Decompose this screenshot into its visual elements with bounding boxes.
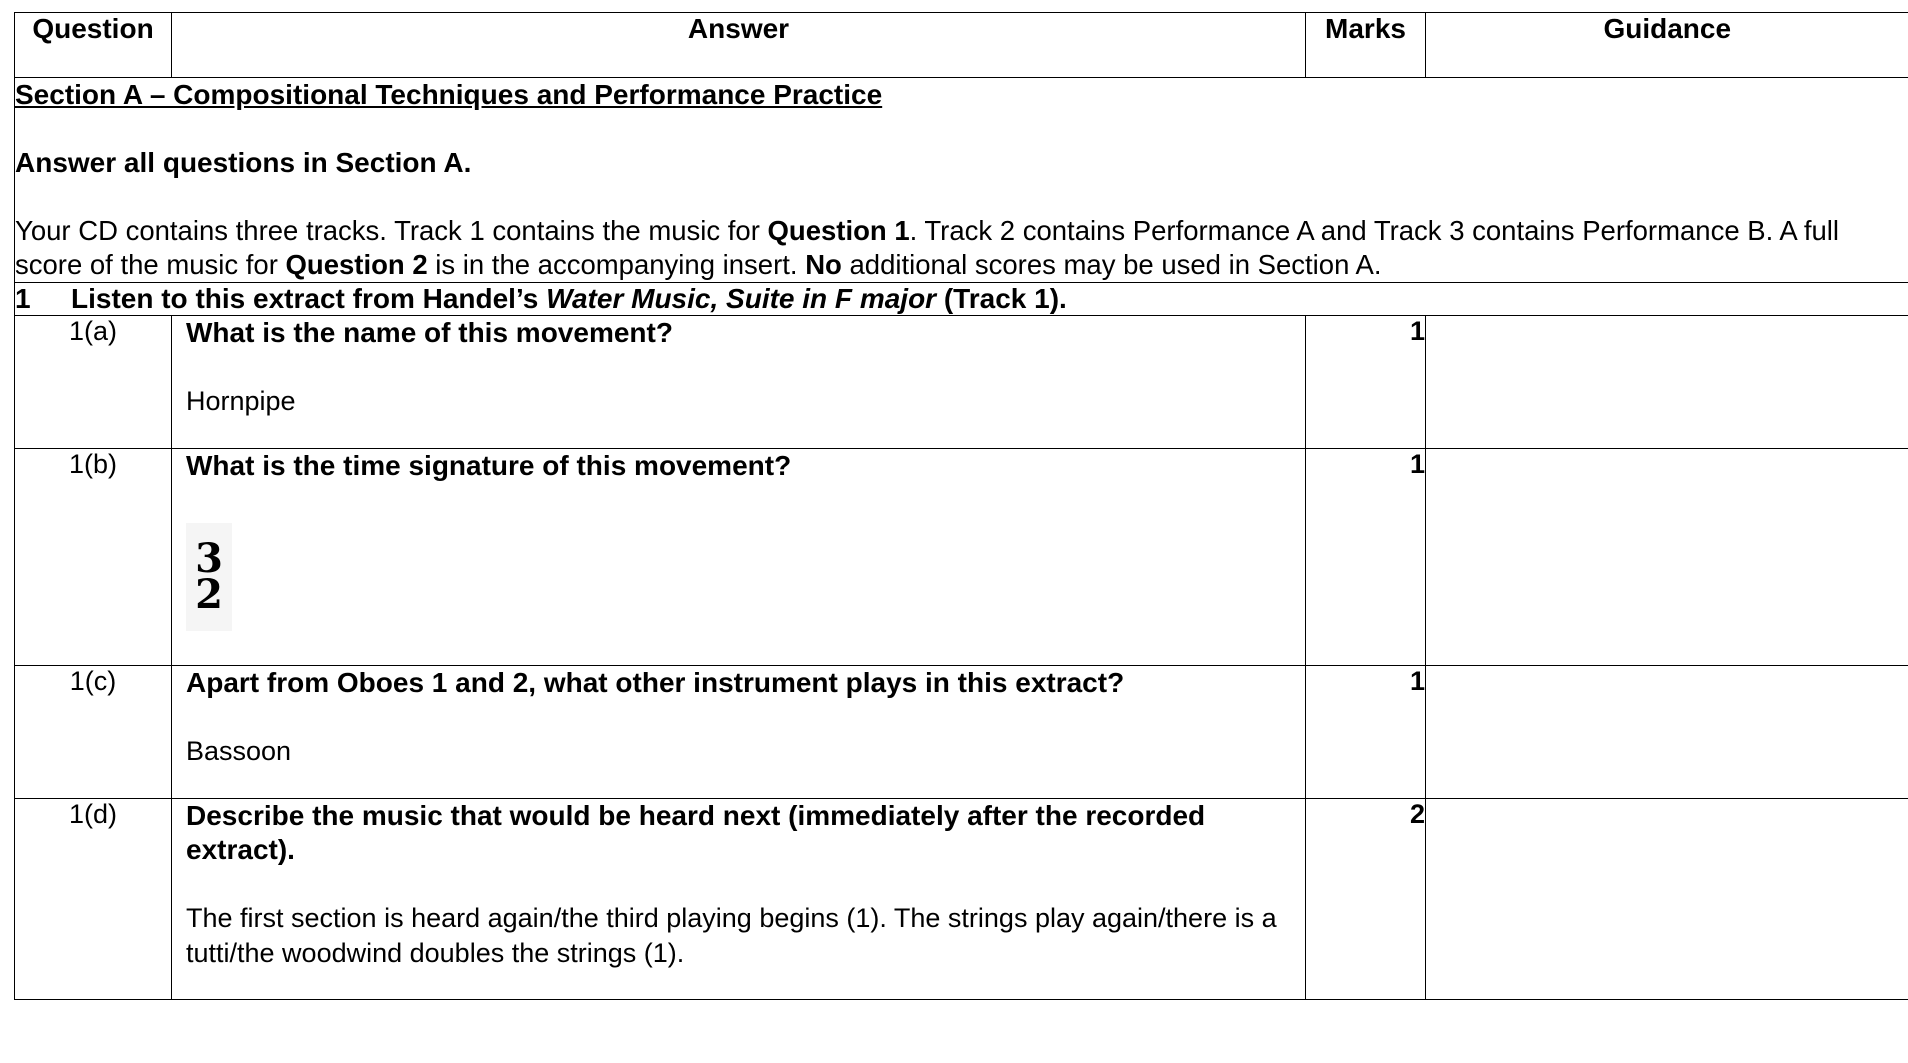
question-1-header (15, 283, 1908, 316)
time-signature-top: 3 (195, 535, 223, 582)
table-row (15, 316, 1908, 449)
question-text: What is the time signature of this movement? (186, 450, 792, 481)
header-guidance: Guidance (1426, 13, 1908, 78)
section-cell (15, 78, 1908, 283)
marks-cell: 1 (1306, 449, 1426, 666)
marks-cell: 2 (1306, 799, 1426, 1000)
header-marks: Marks (1306, 13, 1426, 78)
table-row (15, 449, 1908, 666)
question-id: 1(c) (15, 666, 172, 799)
intro-bold-3: No (805, 249, 842, 280)
answer-cell (172, 799, 1306, 1000)
header-answer: Answer (172, 13, 1306, 78)
time-signature-image (186, 523, 232, 631)
question-number: 1 (15, 283, 31, 314)
answer-text: The first section is heard again/the third playing begins (1). The strings play again/there is a tutti/the woodwind doubles the strings (1). (186, 903, 1277, 968)
question-work-title: Water Music, Suite in F major (546, 283, 937, 314)
intro-text-2: . Track 2 contains Performance A and Track 3 contains Performance B. A full score of the music for (15, 215, 1839, 280)
question-lead: Listen to this extract from Handel’s (71, 283, 547, 314)
question-text: Describe the music that would be heard next (immediately after the recorded extract). (186, 800, 1206, 865)
guidance-cell (1426, 316, 1908, 449)
time-signature-bottom: 2 (195, 571, 223, 618)
question-header-row (15, 283, 1908, 316)
answer-cell (172, 449, 1306, 666)
mark-scheme-page (14, 12, 1908, 1000)
section-row (15, 78, 1908, 283)
answer-cell (172, 316, 1306, 449)
question-id: 1(d) (15, 799, 172, 1000)
question-text: What is the name of this movement? (186, 317, 673, 348)
intro-text-4: additional scores may be used in Section A. (841, 249, 1382, 280)
header-question: Question (15, 13, 172, 78)
section-instruction: Answer all questions in Section A. (15, 147, 472, 178)
guidance-cell (1426, 666, 1908, 799)
question-id: 1(a) (15, 316, 172, 449)
guidance-cell (1426, 449, 1908, 666)
table-row (15, 666, 1908, 799)
question-id: 1(b) (15, 449, 172, 666)
marks-cell: 1 (1306, 666, 1426, 799)
question-text: Apart from Oboes 1 and 2, what other instrument plays in this extract? (186, 667, 1125, 698)
table-row (15, 799, 1908, 1000)
section-intro (15, 214, 1908, 282)
intro-bold-1: Question 1 (767, 215, 910, 246)
guidance-cell (1426, 799, 1908, 1000)
section-title: Section A – Compositional Techniques and Performance Practice (15, 79, 883, 110)
question-tail: (Track 1). (936, 283, 1067, 314)
answer-cell (172, 666, 1306, 799)
intro-bold-2: Question 2 (285, 249, 428, 280)
header-row (15, 13, 1908, 78)
answer-text: Bassoon (186, 736, 292, 766)
answer-text: Hornpipe (186, 386, 296, 416)
intro-text-1: Your CD contains three tracks. Track 1 contains the music for (15, 215, 768, 246)
intro-text-3: is in the accompanying insert. (427, 249, 806, 280)
marks-cell: 1 (1306, 316, 1426, 449)
mark-scheme-table (14, 12, 1908, 1000)
